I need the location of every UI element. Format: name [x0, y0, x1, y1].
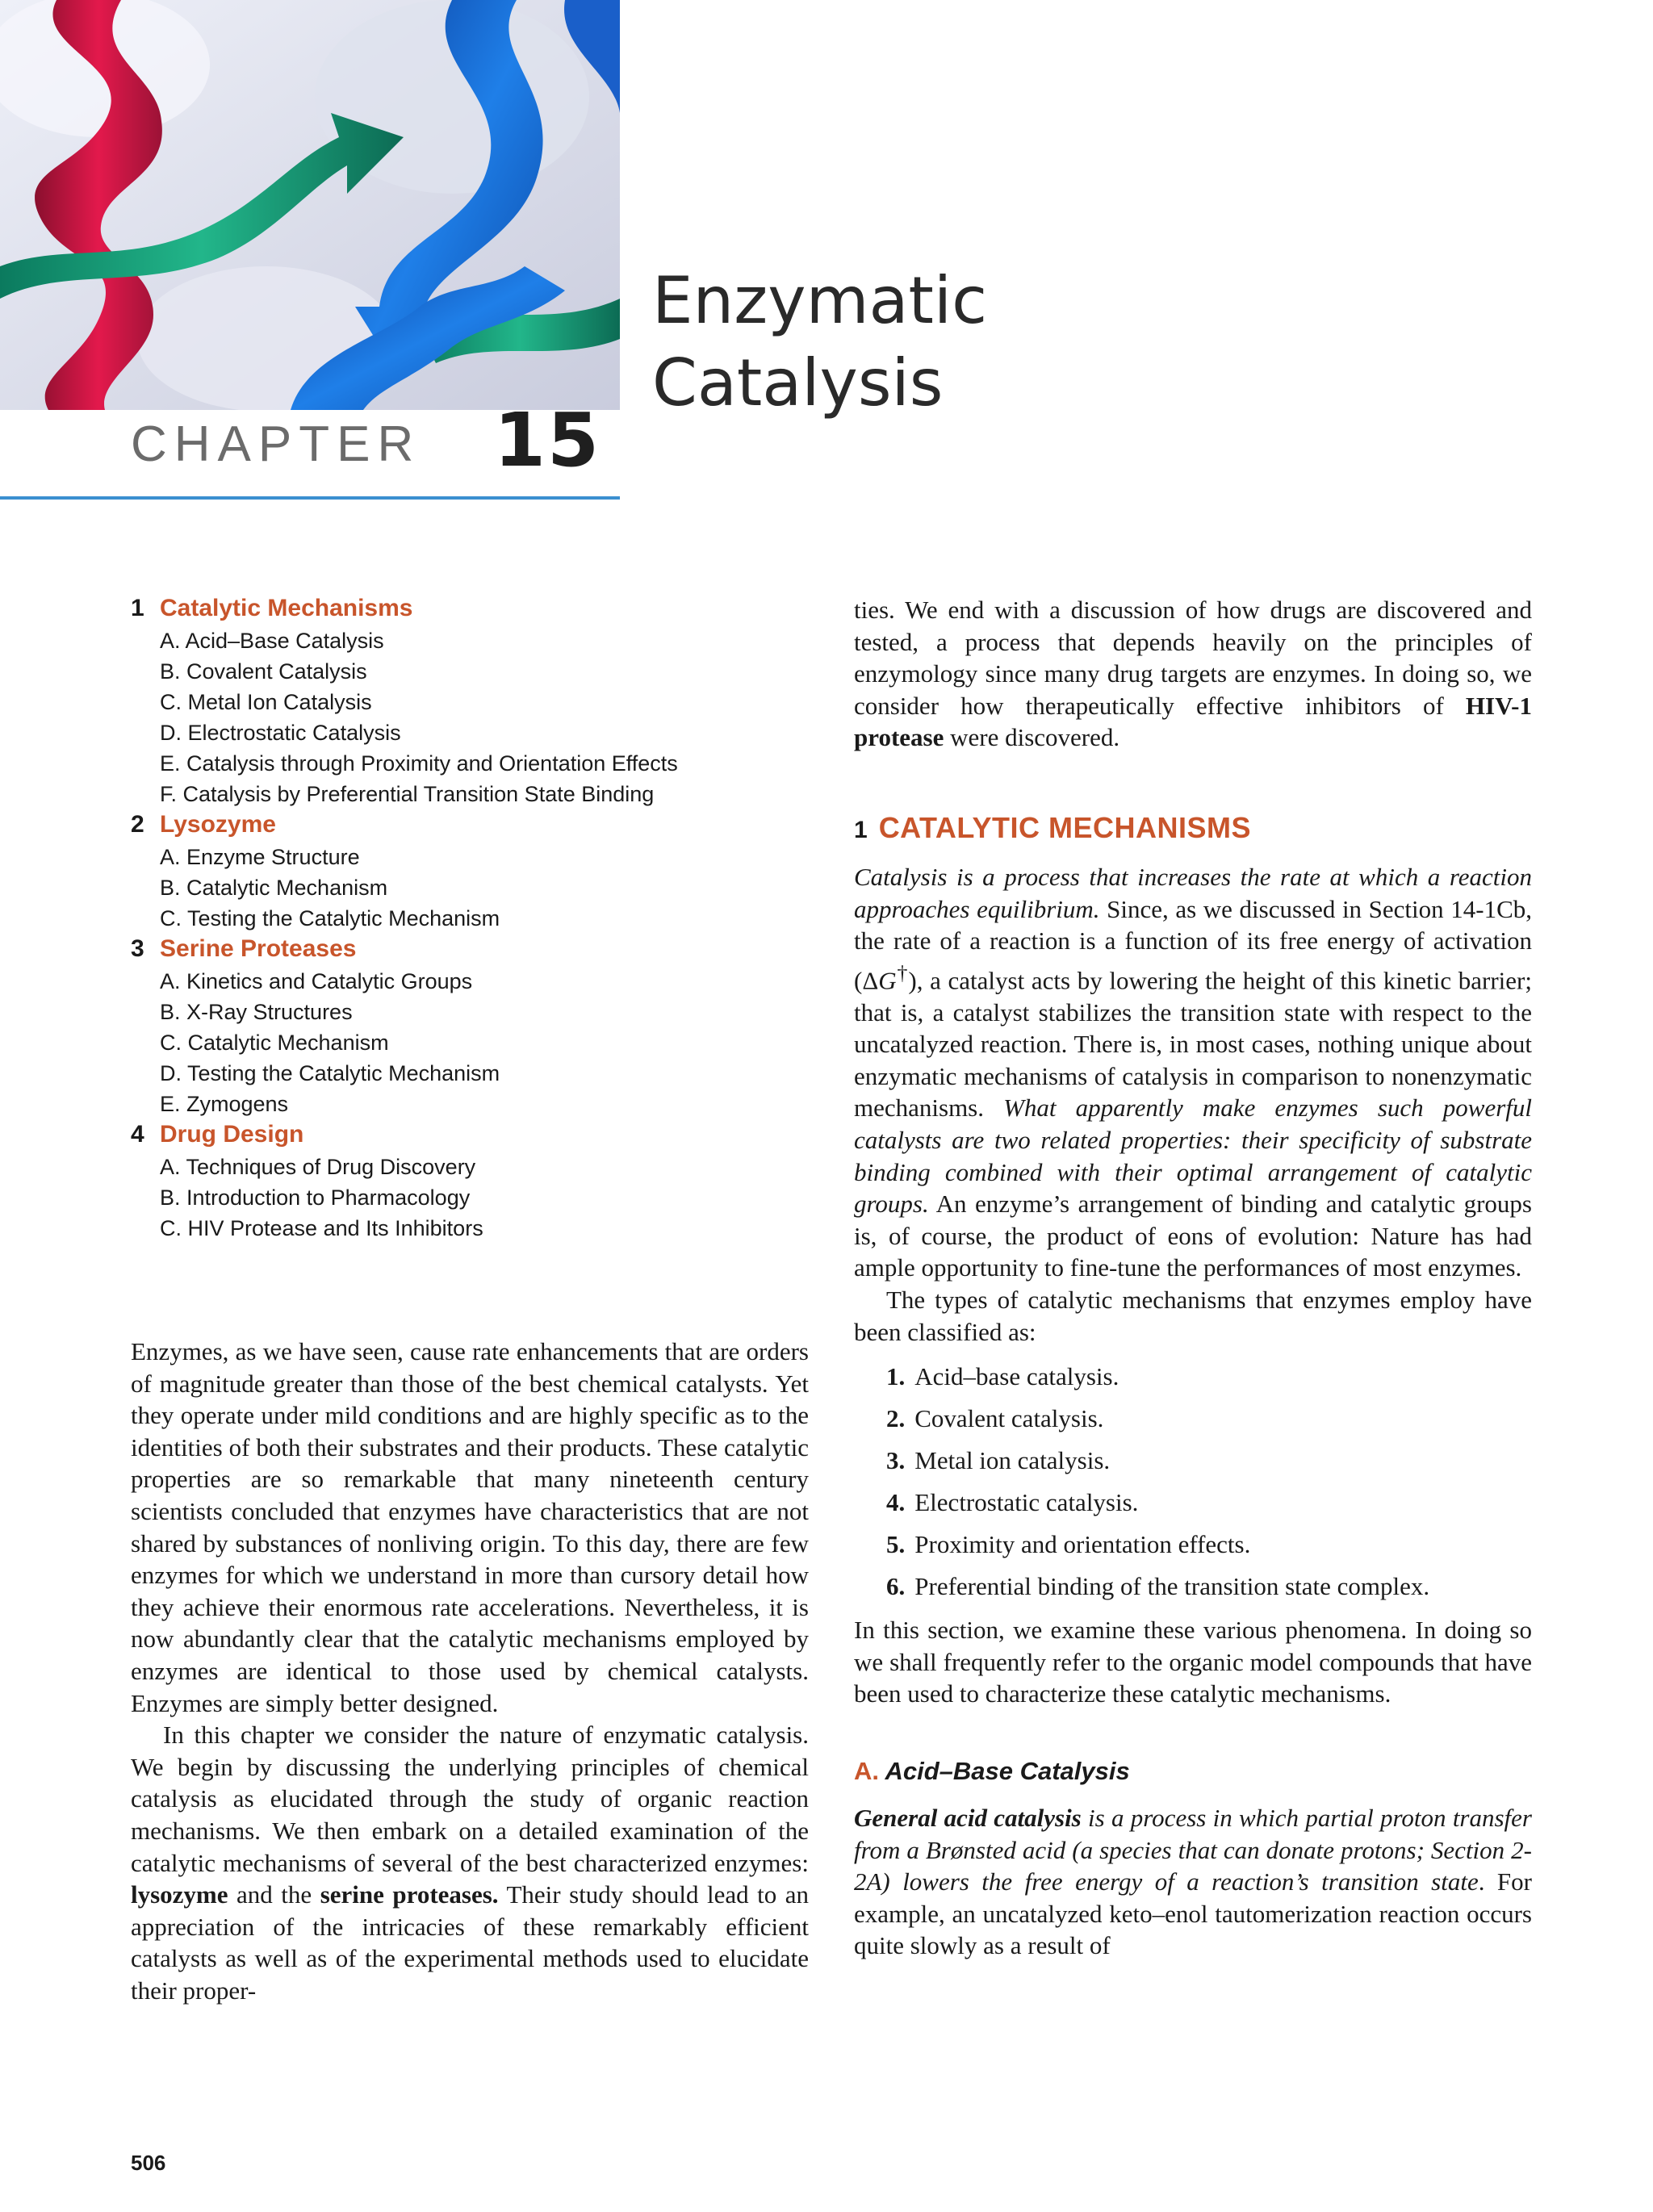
- outline-section-number: 3: [131, 935, 144, 962]
- chapter-title-line2: Catalysis: [652, 345, 944, 420]
- text-run: An enzyme’s arrangement of binding and catalytic groups is, of course, the product of eons of evolution: Nature has had ample opportunity to fine-tune the performances of most enzymes.: [854, 1190, 1532, 1282]
- section-paragraph-1: [854, 861, 1532, 1284]
- mechanism-list-item: [886, 1566, 1532, 1608]
- chapter-title-line1: Enzymatic: [652, 263, 988, 338]
- outline-section-heading[interactable]: [131, 593, 768, 625]
- outline-item[interactable]: B. Covalent Catalysis: [160, 659, 367, 684]
- section-heading: [854, 810, 1532, 848]
- subsection-title: Acid–Base Catalysis: [885, 1756, 1130, 1785]
- outline-item[interactable]: A. Acid–Base Catalysis: [160, 629, 384, 653]
- outline-item[interactable]: C. HIV Protease and Its Inhibitors: [160, 1216, 483, 1240]
- mechanism-list-item: [886, 1356, 1532, 1398]
- list-number: 4.: [886, 1488, 906, 1517]
- text-run: . For example, an uncatalyzed keto–enol tautomerization reaction occurs quite slowly as a result of: [854, 1867, 1532, 1960]
- left-column: [131, 1336, 809, 2006]
- intro-paragraph-continued: [854, 594, 1532, 754]
- intro-paragraph-1: Enzymes, as we have seen, cause rate enhancements that are orders of magnitude greater than those of the best chemical catalysts. Yet they operate under mild conditions and are highly specific as to the identities of both their substrates and their products. These catalytic properties are so remarkable that many nineteenth century scientists concluded that enzymes have characteristics that are not shared by substances of nonliving origin. To this day, there are few enzymes for which we understand in more than cursory detail how they achieve their enormous rate accelerations. Nevertheless, it is now abundantly clear that the catalytic mechanisms employed by enzymes are identical to those used by chemical catalysts. Enzymes are simply better designed.: [131, 1337, 809, 1717]
- outline-item[interactable]: E. Catalysis through Proximity and Orientation Effects: [160, 751, 678, 776]
- outline-item[interactable]: B. Introduction to Pharmacology: [160, 1185, 471, 1210]
- outline-section: [131, 593, 768, 809]
- outline-section: [131, 809, 768, 934]
- text-run: were discovered.: [944, 723, 1120, 752]
- list-number: 5.: [886, 1530, 906, 1559]
- list-text: Preferential binding of the transition state complex.: [914, 1572, 1430, 1601]
- mechanism-list-item: [886, 1524, 1532, 1566]
- list-text: Electrostatic catalysis.: [914, 1488, 1139, 1517]
- mechanism-list: [854, 1356, 1532, 1608]
- outline-item[interactable]: D. Testing the Catalytic Mechanism: [160, 1061, 500, 1085]
- outline-section-heading[interactable]: [131, 934, 768, 966]
- text-run: ), a catalyst acts by lowering the height of this kinetic barrier; that is, a catalyst stabilizes the transition state with respect to the uncatalyzed reaction. There is, in most cases, nothing unique about enzymatic mechanisms of catalysis in comparison to nonenzymatic mechanisms.: [854, 966, 1532, 1123]
- term-hiv-protease: HIV-1 protease: [854, 691, 1532, 752]
- chapter-title: [652, 260, 987, 424]
- list-text: Proximity and orientation effects.: [914, 1530, 1251, 1559]
- text-run: ties. We end with a discussion of how drugs are discovered and tested, a process that depends heavily on the principles of enzymology since many drug targets are enzymes. In doing so, we consider how therapeutically effective inhibitors of: [854, 596, 1532, 720]
- subsection-heading: [854, 1755, 1532, 1788]
- list-text: Covalent catalysis.: [914, 1404, 1104, 1433]
- right-column: [854, 594, 1532, 1962]
- outline-item[interactable]: E. Zymogens: [160, 1092, 289, 1116]
- term-serine-proteases: serine proteases.: [320, 1880, 499, 1909]
- outline-section-title: Catalytic Mechanisms: [160, 595, 413, 621]
- dagger-symbol: †: [896, 960, 909, 985]
- outline-item[interactable]: B. Catalytic Mechanism: [160, 876, 388, 900]
- italic-run: Catalysis is a process that increases the rate at which a reaction approaches equilibrium.: [854, 862, 1532, 923]
- chapter-label: CHAPTER: [131, 416, 421, 472]
- term-general-acid-catalysis: General acid catalysis: [854, 1803, 1082, 1832]
- page-number: 506: [131, 2151, 166, 2175]
- outline-item[interactable]: D. Electrostatic Catalysis: [160, 721, 401, 745]
- chapter-number: 15: [494, 397, 601, 483]
- outline-item[interactable]: F. Catalysis by Preferential Transition State Binding: [160, 782, 655, 806]
- outline-section-number: 1: [131, 595, 144, 621]
- chapter-outline: [131, 593, 768, 1244]
- outline-item[interactable]: A. Techniques of Drug Discovery: [160, 1155, 476, 1179]
- outline-item[interactable]: C. Metal Ion Catalysis: [160, 690, 372, 714]
- section-paragraph-3: In this section, we examine these various phenomena. In doing so we shall frequently refer to the organic model compounds that have been used to characterize these catalytic mechanisms.: [854, 1616, 1532, 1708]
- text-run: and the: [228, 1880, 320, 1909]
- outline-item[interactable]: C. Testing the Catalytic Mechanism: [160, 906, 500, 930]
- section-paragraph-2: The types of catalytic mechanisms that enzymes employ have been classified as:: [854, 1286, 1532, 1346]
- outline-section-heading[interactable]: [131, 1119, 768, 1152]
- term-lysozyme: lysozyme: [131, 1880, 228, 1909]
- list-text: Acid–base catalysis.: [914, 1362, 1119, 1391]
- list-number: 6.: [886, 1572, 906, 1601]
- subsection-letter: A.: [854, 1756, 879, 1785]
- section-title: CATALYTIC MECHANISMS: [878, 810, 1252, 844]
- text-run: Their study should lead to an appreciation of the intricacies of these remarkably efficient catalysts as well as of the experimental methods used to elucidate their proper-: [131, 1880, 809, 2005]
- outline-item[interactable]: A. Kinetics and Catalytic Groups: [160, 969, 473, 993]
- italic-run: is a process in which partial proton transfer from a Brønsted acid (a species that can donate protons; Section 2-2A) lowers the free energy of a reaction’s transition state: [854, 1803, 1532, 1896]
- outline-section-title: Drug Design: [160, 1121, 304, 1148]
- g-symbol: G: [878, 966, 897, 995]
- list-text: Metal ion catalysis.: [914, 1446, 1111, 1475]
- mechanism-list-item: [886, 1440, 1532, 1482]
- outline-item[interactable]: A. Enzyme Structure: [160, 845, 360, 869]
- outline-section-number: 2: [131, 811, 144, 838]
- delta-symbol: Δ: [862, 966, 879, 995]
- mechanism-list-item: [886, 1482, 1532, 1524]
- outline-item[interactable]: C. Catalytic Mechanism: [160, 1031, 389, 1055]
- list-number: 2.: [886, 1404, 906, 1433]
- section-paragraph-4: [854, 1802, 1532, 1962]
- outline-item[interactable]: B. X-Ray Structures: [160, 1000, 353, 1024]
- chapter-rule: [0, 496, 620, 500]
- list-number: 3.: [886, 1446, 906, 1475]
- outline-section-number: 4: [131, 1121, 144, 1148]
- outline-section: [131, 934, 768, 1119]
- section-number: 1: [854, 816, 868, 843]
- text-run: In this chapter we consider the nature of enzymatic catalysis. We begin by discussing the underlying principles of chemical catalysis as elucidated through the study of organic reaction mechanisms. We then embark on a detailed examination of the catalytic mechanisms of several of the best characterized enzymes:: [131, 1721, 809, 1877]
- mechanism-list-item: [886, 1398, 1532, 1440]
- list-number: 1.: [886, 1362, 906, 1391]
- italic-run: What apparently make enzymes such powerful catalysts are two related properties: their specificity of substrate binding combined with their optimal arrangement of catalytic groups.: [854, 1093, 1532, 1219]
- outline-section-title: Serine Proteases: [160, 935, 357, 962]
- intro-paragraph-2: [131, 1719, 809, 2006]
- outline-section: [131, 1119, 768, 1244]
- chapter-cover-art: [0, 0, 620, 410]
- outline-section-title: Lysozyme: [160, 811, 276, 838]
- outline-section-heading[interactable]: [131, 809, 768, 842]
- text-run: Since, as we discussed in Section 14-1Cb, the rate of a reaction is a function of its free energy of activation (: [854, 894, 1532, 995]
